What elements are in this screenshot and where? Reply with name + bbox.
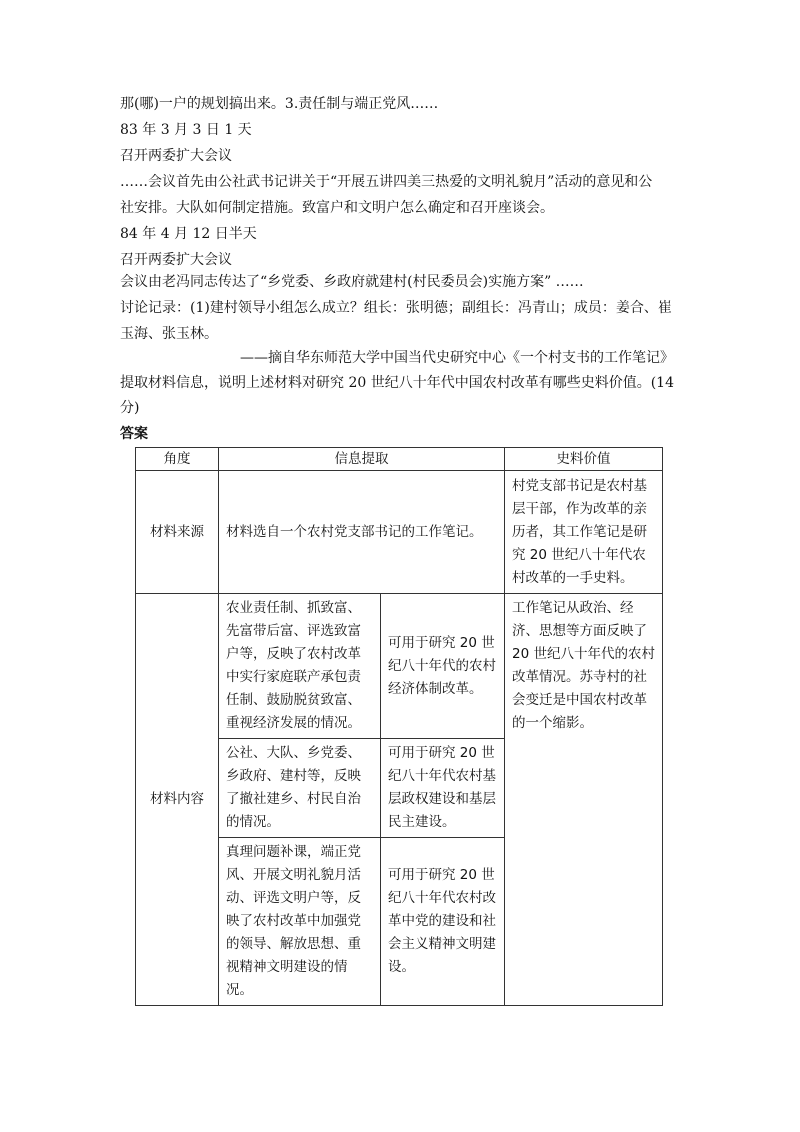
- material-line-5: 社安排。大队如何制定措施。致富户和文明户怎么确定和召开座谈会。: [120, 200, 554, 216]
- material-line-6: 84 年 4 月 12 日半天: [120, 226, 257, 242]
- table-row: [136, 594, 663, 739]
- table-row: [136, 471, 663, 594]
- material-source: ——摘自华东师范大学中国当代史研究中心《一个村支书的工作笔记》: [240, 350, 674, 366]
- content-value-cell: 工作笔记从政治、经济、思想等方面反映了 20 世纪八十年代的农村改革情况。苏寺村的社会变迁是中国农村改革的一个缩影。: [505, 594, 663, 1006]
- material-line-1: 那(哪)一户的规划搞出来。3.责任制与端正党风……: [120, 96, 439, 112]
- content-angle-cell: 材料内容: [136, 594, 219, 1006]
- material-line-8: 会议由老冯同志传达了“乡党委、乡政府就建村(村民委员会)实施方案” ……: [120, 274, 584, 290]
- source-angle-cell: 材料来源: [136, 471, 219, 594]
- material-line-7: 召开两委扩大会议: [120, 252, 232, 268]
- header-info: 信息提取: [219, 448, 505, 471]
- header-value: 史料价值: [505, 448, 663, 471]
- table-header-row: [136, 448, 663, 471]
- source-info-cell: 材料选自一个农村党支部书记的工作笔记。: [219, 471, 505, 594]
- content-use-cell-2: 可用于研究 20 世纪八十年代农村基层政权建设和基层民主建设。: [381, 739, 505, 838]
- material-line-4: ……会议首先由公社武书记讲关于“开展五讲四美三热爱的文明礼貌月”活动的意见和公: [120, 174, 653, 190]
- content-info-cell-1: 农业责任制、抓致富、先富带后富、评选致富户等，反映了农村改革中实行家庭联产承包责任制、鼓励脱贫致富、重视经济发展的情况。: [219, 594, 381, 739]
- question-line-2: 分): [120, 400, 140, 416]
- content-use-cell-3: 可用于研究 20 世纪八十年代农村改革中党的建设和社会主义精神文明建设。: [381, 838, 505, 1006]
- answer-table: [135, 447, 663, 1006]
- question-line-1: 提取材料信息，说明上述材料对研究 20 世纪八十年代中国农村改革有哪些史料价值。(14: [120, 375, 674, 391]
- material-line-10: 玉海、张玉林。: [120, 326, 218, 342]
- material-line-2: 83 年 3 月 3 日 1 天: [120, 122, 252, 138]
- header-angle: 角度: [136, 448, 219, 471]
- source-value-cell: 村党支部书记是农村基层干部，作为改革的亲历者，其工作笔记是研究 20 世纪八十年代农村改革的一手史料。: [505, 471, 663, 594]
- answer-label: 答案: [120, 426, 148, 442]
- content-info-cell-3: 真理问题补课，端正党风、开展文明礼貌月活动、评选文明户等，反映了农村改革中加强党的领导、解放思想、重视精神文明建设的情况。: [219, 838, 381, 1006]
- material-line-9: 讨论记录：(1)建村领导小组怎么成立？组长：张明德；副组长：冯青山；成员：姜合、崔: [120, 300, 672, 316]
- content-use-cell-1: 可用于研究 20 世纪八十年代的农村经济体制改革。: [381, 594, 505, 739]
- content-info-cell-2: 公社、大队、乡党委、乡政府、建村等，反映了撤社建乡、村民自治的情况。: [219, 739, 381, 838]
- material-line-3: 召开两委扩大会议: [120, 148, 232, 164]
